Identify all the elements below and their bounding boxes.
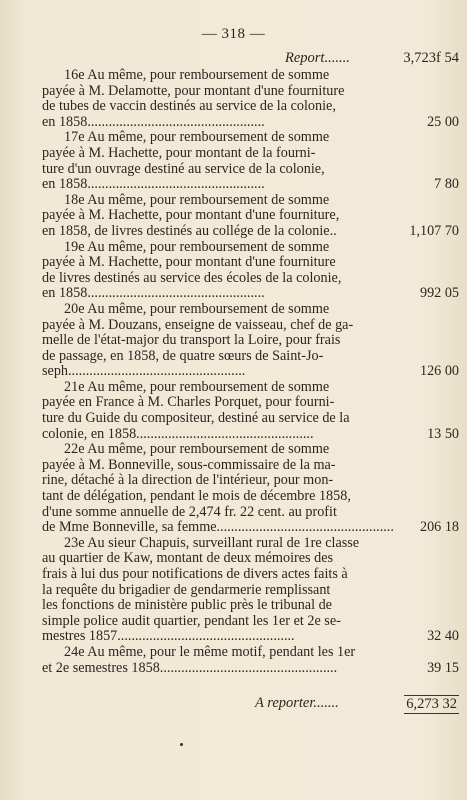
entry-line: 23e Au sieur Chapuis, surveillant rural de 1re classe <box>64 535 360 551</box>
entry-line: de Mme Bonneville, sa femme.................................................. 206 18 <box>42 520 459 536</box>
report-line <box>285 50 459 67</box>
ledger-entry <box>42 302 459 380</box>
entry-line: rine, détaché à la direction de l'intérieur, pour mon- <box>42 473 334 489</box>
entry-line: payée à M. Hachette, pour montant d'une fourniture <box>42 255 336 271</box>
entry-line: 19e Au même, pour remboursement de somme <box>64 239 330 255</box>
entry-line: frais à lui dus pour notifications de divers actes faits à <box>42 567 348 582</box>
ledger-entry <box>42 536 459 645</box>
entry-line: seph.................................................. 126 00 <box>42 364 459 380</box>
entry-line: payée à M. Delamotte, pour montant d'une fourniture <box>42 83 345 99</box>
ledger-entry <box>42 68 459 130</box>
entry-amount: 39 15 <box>427 660 459 676</box>
entry-line: les fonctions de ministère public près le tribunal de <box>42 598 332 614</box>
entry-line: 21e Au même, pour remboursement de somme <box>64 379 330 395</box>
page-number: — 318 — <box>201 26 266 42</box>
entry-line: ture d'un ouvrage destiné au service de la colonie, <box>42 161 325 177</box>
ledger-entry <box>42 645 459 676</box>
entry-line: 22e Au même, pour remboursement de somme <box>64 442 330 458</box>
entry-line: en 1858.................................................. 7 80 <box>42 177 459 193</box>
ledger-entry <box>42 130 459 192</box>
entry-amount: 25 00 <box>427 114 459 130</box>
carry-forward-line <box>255 695 459 712</box>
ledger-entry <box>42 380 459 442</box>
entry-line: 16e Au même, pour remboursement de somme <box>64 68 330 83</box>
entry-amount: 7 80 <box>434 177 459 193</box>
entry-line: en 1858, de livres destinés au collége de la colonie.. 1,107 70 <box>42 223 459 239</box>
entry-line: de passage, en 1858, de quatre sœurs de Saint-Jo- <box>42 348 324 364</box>
entry-line: 17e Au même, pour remboursement de somme <box>64 130 330 146</box>
entry-amount: 13 50 <box>427 426 459 442</box>
carry-label: A reporter....... <box>255 695 339 711</box>
entry-line: et 2e semestres 1858.................................................. 39 15 <box>42 660 459 676</box>
entry-line: ture du Guide du compositeur, destiné au service de la <box>42 411 350 427</box>
carry-amount: 6,273 32 <box>406 696 457 712</box>
entry-line: 20e Au même, pour remboursement de somme <box>64 301 330 317</box>
entry-line: mestres 1857.................................................. 32 40 <box>42 629 459 645</box>
entry-line: en 1858.................................................. 25 00 <box>42 114 459 130</box>
entry-line: payée à M. Douzans, enseigne de vaisseau, chef de ga- <box>42 317 354 333</box>
entry-line: 18e Au même, pour remboursement de somme <box>64 192 330 208</box>
entry-line: la requête du brigadier de gendarmerie remplissant <box>42 582 331 598</box>
entry-line: tant de délégation, pendant le mois de décembre 1858, <box>42 489 351 505</box>
entry-amount: 32 40 <box>427 629 459 645</box>
entry-line: 24e Au même, pour le même motif, pendant les 1er <box>64 644 356 660</box>
entry-line: de tubes de vaccin destinés au service de la colonie, <box>42 99 336 115</box>
entry-line: d'une somme annuelle de 2,474 fr. 22 cent. au profit <box>42 504 337 520</box>
entry-amount: 992 05 <box>419 286 459 302</box>
entry-line: payée à M. Hachette, pour montant de la fourni- <box>42 145 316 161</box>
entry-line: au quartier de Kaw, montant de deux mémoires des <box>42 551 334 567</box>
entries-list <box>42 68 459 676</box>
entry-line: melle de l'état-major du transport la Loire, pour frais <box>42 333 341 349</box>
ledger-entry <box>42 193 459 240</box>
report-amount: 3,723f 54 <box>403 50 459 66</box>
entry-amount: 206 18 <box>419 520 459 536</box>
entry-amount: 1,107 70 <box>409 223 459 239</box>
entry-line: payée en France à M. Charles Porquet, pour fourni- <box>42 395 335 411</box>
entry-line: payée à M. Bonneville, sous-commissaire de la ma- <box>42 457 336 473</box>
ledger-entry <box>42 442 459 536</box>
entry-line: simple police audit quartier, pendant les 1er et 2e se- <box>42 613 341 629</box>
ink-speck <box>180 743 183 746</box>
ledger-entry <box>42 240 459 302</box>
entry-amount: 126 00 <box>419 364 459 380</box>
report-label: Report....... <box>285 50 350 66</box>
entry-line: colonie, en 1858.................................................. 13 50 <box>42 426 459 442</box>
entry-line: de livres destinés au service des écoles de la colonie, <box>42 270 342 286</box>
entry-line: en 1858.................................................. 992 05 <box>42 286 459 302</box>
entry-line: payée à M. Hachette, pour montant d'une fourniture, <box>42 208 340 224</box>
